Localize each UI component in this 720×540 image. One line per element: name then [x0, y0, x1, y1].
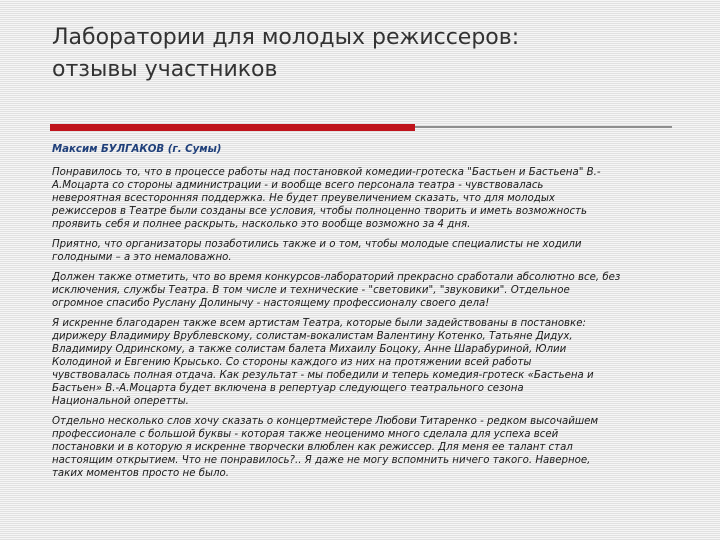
- paragraph-line: чувствовалась полная отдача. Как результат - мы победили и теперь комедия-гротеск «Бастьена и: [52, 370, 594, 381]
- paragraph-line: Понравилось то, что в процессе работы над постановкой комедии-гротеска "Бастьен и Бастьена" В.-: [52, 167, 601, 178]
- paragraph-line: дирижеру Владимиру Врублевскому, солистам-вокалистам Валентину Котенко, Татьяне Дидух,: [52, 331, 573, 342]
- paragraph-line: исключения, службы Театра. В том числе и технические - "световики", "звуковики". Отдельное: [52, 285, 570, 296]
- paragraph-line: таких моментов просто не было.: [52, 468, 230, 479]
- paragraph-line: Владимиру Одринскому, а также солистам балета Михаилу Боцоку, Анне Шарабуриной, Юлии: [52, 344, 567, 355]
- review-paragraph: [52, 238, 670, 264]
- review-paragraph: [52, 271, 670, 310]
- paragraph-line: настоящим открытием. Что не понравилось?.. Я даже не могу вспомнить ничего такого. Наверное,: [52, 455, 591, 466]
- slide-title-line: отзывы участников: [52, 57, 278, 82]
- paragraph-line: постановки и в которую я искренне творчески влюблен как режиссер. Для меня ее талант стал: [52, 442, 573, 453]
- paragraph-line: проявить себя и полнее раскрыть, насколько это вообще возможно за 4 дня.: [52, 219, 471, 230]
- paragraph-line: невероятная всесторонняя поддержка. Не будет преувеличением сказать, что для молодых: [52, 193, 555, 204]
- slide-body: [52, 143, 670, 487]
- review-paragraph: [52, 415, 670, 480]
- slide-title: [52, 22, 672, 86]
- paragraph-line: Приятно, что организаторы позаботились также и о том, чтобы молодые специалисты не ходили: [52, 239, 582, 250]
- paragraph-line: А.Моцарта со стороны администрации - и вообще всего персонала театра - чувствовалась: [52, 180, 544, 191]
- paragraph-line: профессионале с большой буквы - которая также неоценимо много сделала для успеха всей: [52, 429, 559, 440]
- paragraph-line: Колодиной и Евгению Крысько. Со стороны каждого из них на протяжении всей работы: [52, 357, 532, 368]
- slide-title-line: Лаборатории для молодых режиссеров:: [52, 25, 520, 50]
- review-paragraph: [52, 317, 670, 408]
- paragraph-line: Отдельно несколько слов хочу сказать о концертмейстере Любови Титаренко - редком высочайшем: [52, 416, 599, 427]
- paragraph-line: режиссеров в Театре были созданы все условия, чтобы полноценно творить и иметь возможность: [52, 206, 587, 217]
- paragraph-line: Должен также отметить, что во время конкурсов-лабораторий прекрасно сработали абсолютно все, без: [52, 272, 621, 283]
- paragraph-line: огромное спасибо Руслану Долинычу - настоящему профессионалу своего дела!: [52, 298, 490, 309]
- paragraph-line: голодными – а это немаловажно.: [52, 252, 232, 263]
- review-paragraph: [52, 166, 670, 231]
- paragraph-line: Я искренне благодарен также всем артистам Театра, которые были задействованы в постановке:: [52, 318, 586, 329]
- divider-rule: [415, 126, 672, 128]
- author-name: Максим БУЛГАКОВ (г. Сумы): [52, 144, 222, 155]
- accent-rule: [50, 124, 415, 131]
- paragraph-line: Бастьен» В.-А.Моцарта будет включена в репертуар следующего театрального сезона: [52, 383, 524, 394]
- paragraph-line: Национальной оперетты.: [52, 396, 189, 407]
